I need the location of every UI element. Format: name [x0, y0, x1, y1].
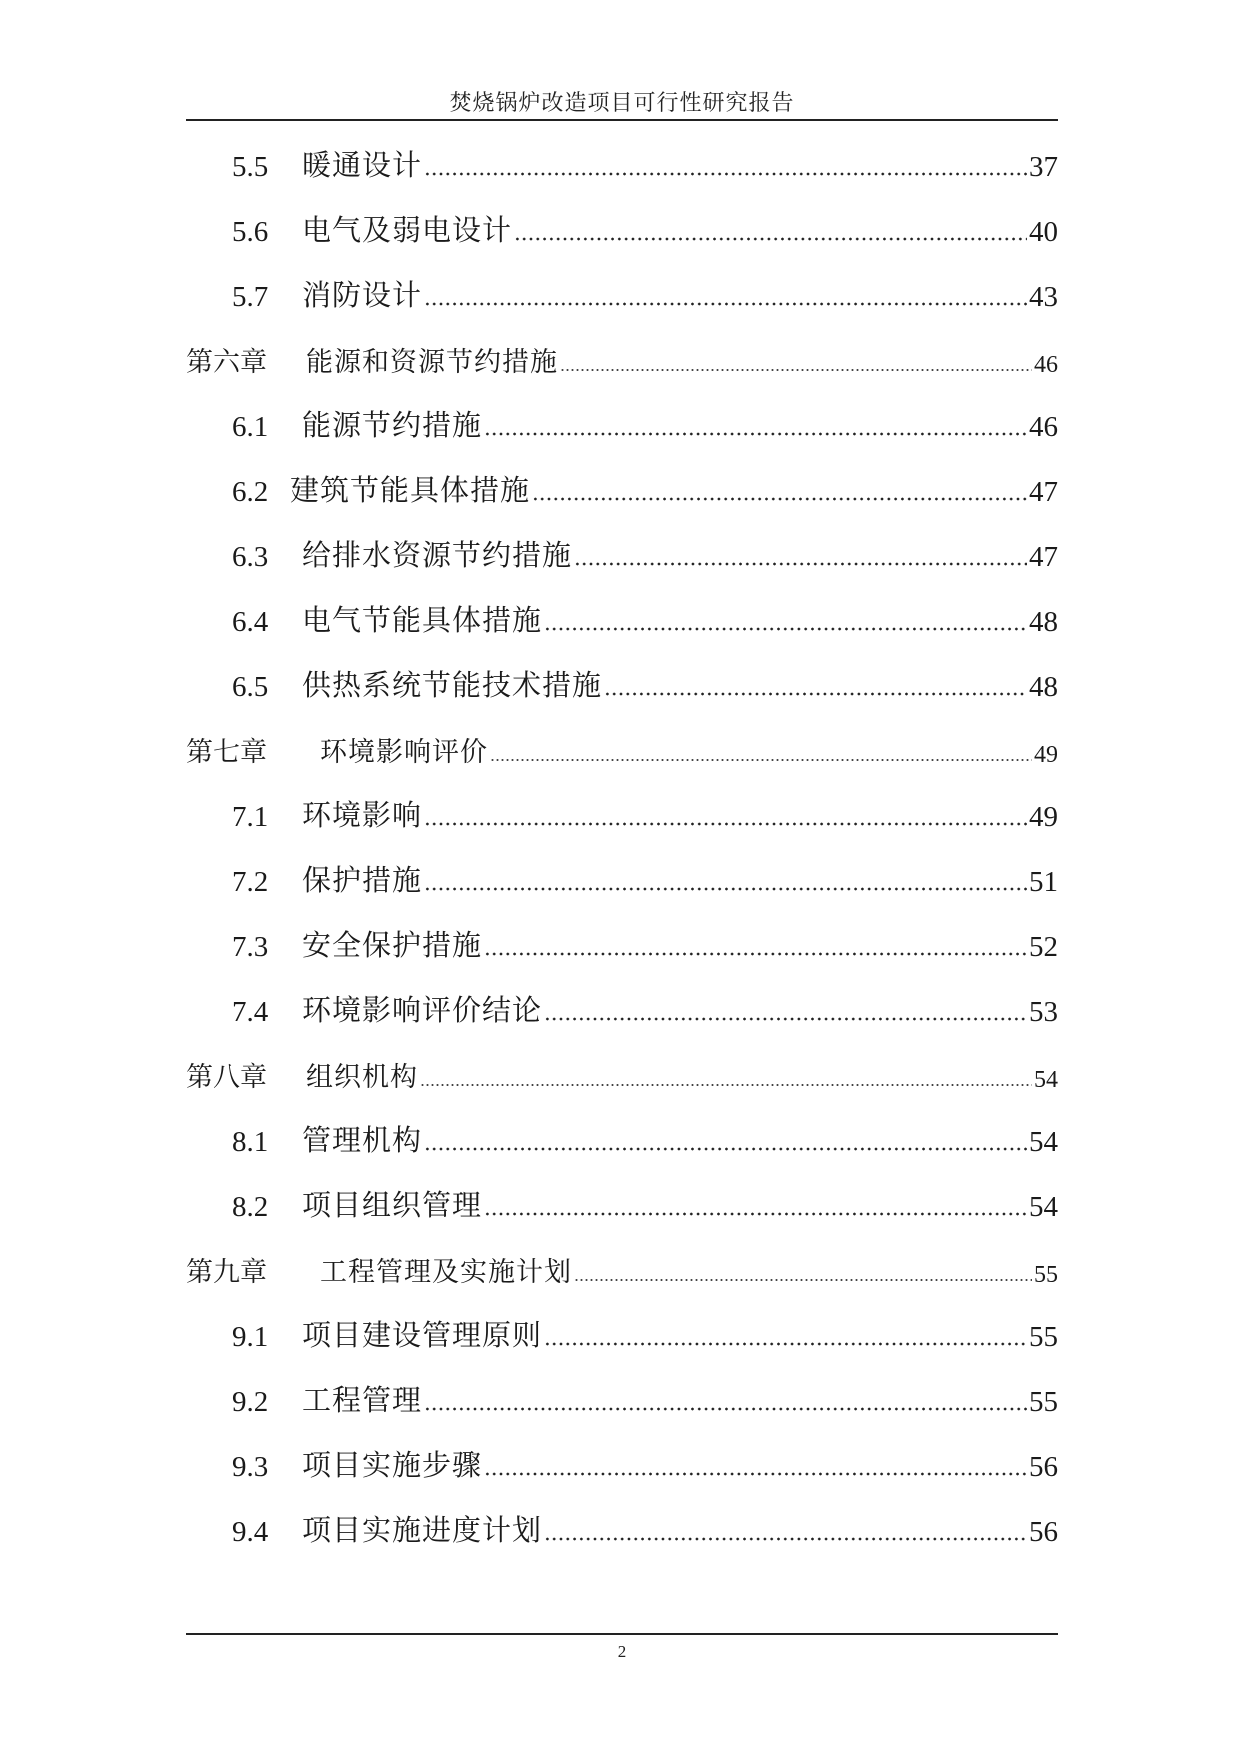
toc-leader-dots [544, 1342, 1027, 1346]
toc-leader-dots [424, 887, 1027, 891]
toc-entry-title: 环境影响评价结论 [302, 993, 543, 1027]
toc-entry-page: 47 [1029, 541, 1058, 573]
toc-entry-title: 项目实施步骤 [302, 1448, 483, 1482]
toc-entry-title: 项目实施进度计划 [302, 1513, 543, 1547]
toc-entry-7-4[interactable] [232, 985, 1058, 1029]
toc-chapter-6[interactable] [186, 335, 1058, 379]
toc-leader-dots [424, 822, 1027, 826]
toc-leader-dots [574, 562, 1027, 566]
footer-rule [186, 1633, 1058, 1635]
toc-entry-number: 6.3 [232, 541, 269, 573]
toc-entry-9-3[interactable] [232, 1440, 1058, 1484]
toc-entry-number: 7.2 [232, 866, 269, 898]
toc-leader-dots [532, 497, 1027, 501]
toc-entry-5-6[interactable] [232, 205, 1058, 249]
toc-entry-page: 53 [1029, 996, 1058, 1028]
toc-entry-5-5[interactable] [232, 140, 1058, 184]
toc-leader-dots [514, 237, 1027, 241]
toc-entry-8-1[interactable] [232, 1115, 1058, 1159]
toc-leader-dots [484, 432, 1027, 436]
toc-entry-number: 6.4 [232, 606, 269, 638]
toc-leader-dots [484, 952, 1027, 956]
toc-entry-7-3[interactable] [232, 920, 1058, 964]
toc-leader-dots [604, 692, 1027, 696]
toc-leader-dots [574, 1278, 1032, 1282]
toc-entry-title: 建筑节能具体措施 [290, 473, 531, 507]
toc-entry-number: 5.6 [232, 216, 269, 248]
toc-entry-title: 项目组织管理 [302, 1188, 483, 1222]
toc-entry-number: 5.7 [232, 281, 269, 313]
toc-entry-number: 9.3 [232, 1451, 269, 1483]
toc-entry-number: 5.5 [232, 151, 269, 183]
page-number: 2 [617, 1642, 627, 1661]
toc-entry-page: 48 [1029, 671, 1058, 703]
toc-chapter-8[interactable] [186, 1050, 1058, 1094]
toc-entry-title: 项目建设管理原则 [302, 1318, 543, 1352]
toc-entry-title: 供热系统节能技术措施 [302, 668, 603, 702]
toc-leader-dots [424, 302, 1027, 306]
toc-entry-title: 保护措施 [302, 863, 423, 897]
toc-entry-page: 46 [1029, 411, 1058, 443]
toc-entry-number: 6.2 [232, 476, 269, 508]
toc-entry-page: 56 [1029, 1451, 1058, 1483]
toc-leader-dots [544, 627, 1027, 631]
toc-entry-6-2[interactable] [232, 465, 1058, 509]
toc-entry-7-2[interactable] [232, 855, 1058, 899]
toc-entry-number: 9.1 [232, 1321, 269, 1353]
toc-entry-number: 9.2 [232, 1386, 269, 1418]
toc-entry-page: 54 [1029, 1126, 1058, 1158]
toc-entry-number: 6.1 [232, 411, 269, 443]
toc-entry-number: 7.1 [232, 801, 269, 833]
toc-entry-title: 能源节约措施 [302, 408, 483, 442]
toc-chapter-title: 工程管理及实施计划 [320, 1257, 572, 1288]
toc-chapter-title: 能源和资源节约措施 [306, 347, 558, 378]
toc-entry-page: 52 [1029, 931, 1058, 963]
toc-leader-dots [490, 758, 1032, 762]
toc-entry-title: 电气节能具体措施 [302, 603, 543, 637]
toc-entry-6-4[interactable] [232, 595, 1058, 639]
toc-chapter-page: 55 [1034, 1262, 1058, 1288]
toc-leader-dots [424, 1407, 1027, 1411]
toc-leader-dots [424, 172, 1027, 176]
toc-entry-number: 9.4 [232, 1516, 269, 1548]
toc-entry-page: 47 [1029, 476, 1058, 508]
toc-entry-number: 7.3 [232, 931, 269, 963]
toc-entry-8-2[interactable] [232, 1180, 1058, 1224]
toc-entry-title: 消防设计 [302, 278, 423, 312]
toc-entry-6-3[interactable] [232, 530, 1058, 574]
toc-leader-dots [424, 1147, 1027, 1151]
toc-entry-9-1[interactable] [232, 1310, 1058, 1354]
toc-entry-number: 6.5 [232, 671, 269, 703]
toc-entry-title: 安全保护措施 [302, 928, 483, 962]
toc-leader-dots [484, 1472, 1027, 1476]
toc-entry-number: 7.4 [232, 996, 269, 1028]
toc-entry-page: 48 [1029, 606, 1058, 638]
toc-chapter-title: 组织机构 [306, 1062, 418, 1093]
toc-leader-dots [420, 1083, 1032, 1087]
toc-entry-7-1[interactable] [232, 790, 1058, 834]
toc-leader-dots [560, 368, 1032, 372]
toc-chapter-9[interactable] [186, 1245, 1058, 1289]
toc-chapter-title: 环境影响评价 [320, 737, 488, 768]
toc-chapter-number: 第六章 [186, 347, 267, 377]
toc-entry-title: 给排水资源节约措施 [302, 538, 573, 572]
toc-entry-5-7[interactable] [232, 270, 1058, 314]
toc-chapter-number: 第八章 [186, 1062, 267, 1092]
toc-entry-page: 55 [1029, 1321, 1058, 1353]
toc-chapter-page: 49 [1034, 742, 1058, 768]
toc-entry-title: 管理机构 [302, 1123, 423, 1157]
toc-entry-page: 55 [1029, 1386, 1058, 1418]
toc-entry-9-2[interactable] [232, 1375, 1058, 1419]
toc-leader-dots [484, 1212, 1027, 1216]
toc-chapter-page: 46 [1034, 352, 1058, 378]
toc-chapter-7[interactable] [186, 725, 1058, 769]
toc-entry-number: 8.1 [232, 1126, 269, 1158]
toc-entry-title: 工程管理 [302, 1383, 423, 1417]
toc-entry-title: 环境影响 [302, 798, 423, 832]
toc-entry-9-4[interactable] [232, 1505, 1058, 1549]
toc-entry-page: 51 [1029, 866, 1058, 898]
toc-entry-page: 54 [1029, 1191, 1058, 1223]
toc-chapter-page: 54 [1034, 1067, 1058, 1093]
toc-entry-page: 37 [1029, 151, 1058, 183]
toc-entry-title: 暖通设计 [302, 148, 423, 182]
toc-entry-page: 43 [1029, 281, 1058, 313]
toc-entry-page: 56 [1029, 1516, 1058, 1548]
toc-entry-number: 8.2 [232, 1191, 269, 1223]
toc-entry-6-5[interactable] [232, 660, 1058, 704]
toc-entry-6-1[interactable] [232, 400, 1058, 444]
page-header-title: 焚烧锅炉改造项目可行性研究报告 [449, 91, 795, 116]
toc-entry-page: 40 [1029, 216, 1058, 248]
toc-chapter-number: 第九章 [186, 1257, 267, 1287]
toc-leader-dots [544, 1017, 1027, 1021]
toc-leader-dots [544, 1537, 1027, 1541]
toc-entry-page: 49 [1029, 801, 1058, 833]
toc-entry-title: 电气及弱电设计 [302, 213, 513, 247]
toc-chapter-number: 第七章 [186, 737, 267, 767]
